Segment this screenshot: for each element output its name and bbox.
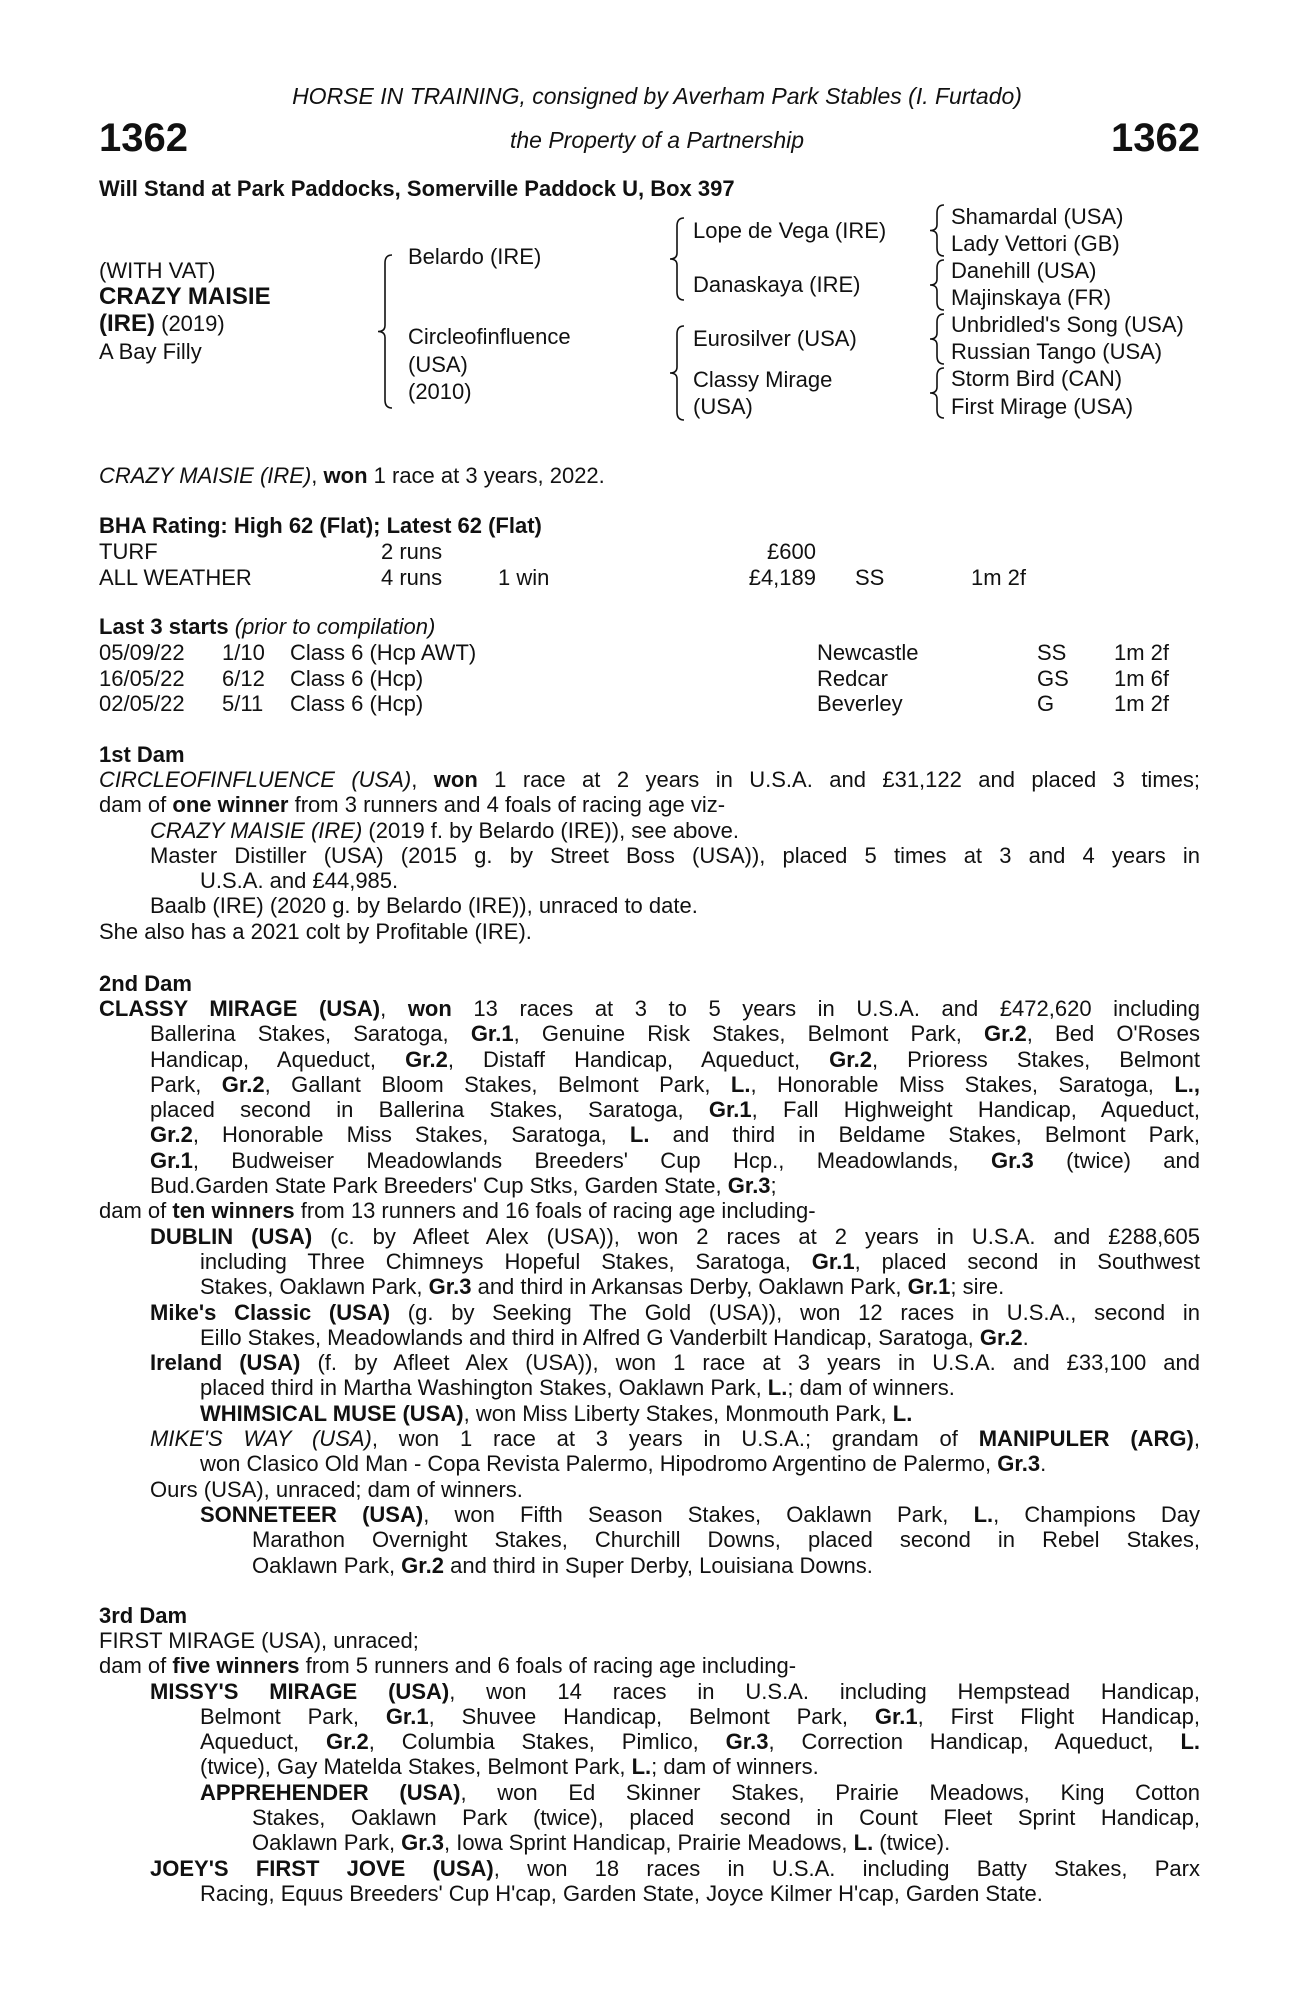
pedigree-dam-year: (2010) [408, 379, 472, 404]
text-run: , Bed O'Roses [1026, 1021, 1200, 1047]
summary-horse: CRAZY MAISIE (IRE) [99, 463, 312, 488]
text-run: and third in Super Derby, Louisiana Downs. [443, 1552, 873, 1578]
text-run: Gr.1 [470, 1021, 514, 1047]
text-run: from 3 runners and 4 foals of racing age viz- [288, 792, 726, 818]
pedigree-note-line [99, 1249, 1200, 1274]
text-run: , won Ed Skinner Stakes, Prairie Meadows, King Cotton [460, 1779, 1200, 1805]
pedigree-gen3-ancestor: Lady Vettori (GB) [951, 231, 1120, 256]
text-run: one winner [172, 792, 289, 818]
rating-going: SS [855, 564, 885, 590]
text-run: (twice), Gay Matelda Stakes, Belmont Park, [200, 1754, 632, 1780]
text-run: L. [892, 1400, 913, 1426]
horse-name: CRAZY MAISIE [99, 283, 271, 310]
text-run: Gr.2 [150, 1122, 193, 1148]
text-run: and third in Beldame Stakes, Belmont Park, [649, 1122, 1201, 1148]
text-run: , won 18 races in U.S.A. including Batty Stakes, Parx [493, 1855, 1200, 1881]
pedigree-note-line [99, 1653, 1200, 1678]
text-run: L. [767, 1375, 788, 1401]
dam-section-title: 3rd Dam [99, 1603, 188, 1628]
pedigree-note-line [99, 1502, 1200, 1527]
text-run: CIRCLEOFINFLUENCE (USA) [99, 767, 412, 792]
text-run: ; sire. [950, 1274, 1005, 1300]
start-going: SS [1037, 640, 1067, 665]
pedigree-note-line [99, 1224, 1200, 1249]
text-run: , Iowa Sprint Handicap, Prairie Meadows, [443, 1830, 854, 1856]
start-distance: 1m 2f [1114, 640, 1170, 665]
start-position: 5/11 [222, 691, 264, 716]
pedigree-gen3-ancestor: Unbridled's Song (USA) [951, 312, 1184, 337]
text-run: Gr.2 [405, 1046, 448, 1072]
text-run: , Shuvee Handicap, Belmont Park, [428, 1703, 875, 1729]
text-run: including Three Chimneys Hopeful Stakes, Saratoga, [200, 1248, 812, 1274]
brace-icon [930, 260, 944, 310]
pedigree-gen3-ancestor: Russian Tango (USA) [951, 339, 1163, 364]
pedigree-note-line [99, 767, 1200, 792]
text-run: ; dam of winners. [787, 1375, 955, 1401]
text-run: MANIPULER (ARG) [978, 1426, 1194, 1452]
dam-section-title: 1st Dam [99, 742, 185, 767]
text-run: , Distaff Handicap, Aqueduct, [447, 1046, 830, 1072]
text-run: Mike's Classic (USA) [150, 1299, 391, 1325]
text-run: , Columbia Stakes, Pimlico, [368, 1729, 726, 1755]
pedigree-note-line [99, 1274, 1200, 1299]
text-run: Gr.2 [983, 1021, 1027, 1047]
text-run: Gr.3 [997, 1451, 1041, 1477]
text-run: (c. by Afleet Alex (USA)), won 2 races at 2 years in U.S.A. and £288,605 [312, 1223, 1200, 1249]
text-run: Bud.Garden State Park Breeders' Cup Stks, Garden State, [150, 1173, 728, 1199]
text-run: and third in Arkansas Derby, Oaklawn Park, [471, 1274, 908, 1300]
pedigree-sire-dam: Danaskaya (IRE) [693, 272, 861, 297]
pedigree-note-line [99, 1553, 1200, 1578]
text-run: Gr.2 [829, 1046, 872, 1072]
start-class: Class 6 (Hcp) [290, 665, 424, 691]
text-run: Gr.2 [325, 1729, 369, 1755]
text-run: Gr.1 [385, 1703, 429, 1729]
race-summary [99, 465, 605, 487]
horse-year: (2019) [161, 311, 225, 336]
text-run: , won 14 races in U.S.A. including Hempstead Handicap, [449, 1678, 1200, 1704]
pedigree-dam-name: Circleofinfluence [408, 324, 571, 349]
consignment-line: HORSE IN TRAINING, consigned by Averham Park Stables (I. Furtado) [292, 83, 1022, 109]
pedigree-note-line [99, 1072, 1200, 1097]
text-run: Gr.1 [708, 1097, 752, 1123]
pedigree-note-line [99, 818, 1200, 843]
text-run: L. [730, 1071, 751, 1097]
text-run: Marathon Overnight Stakes, Churchill Downs, placed second in Rebel Stakes, [252, 1527, 1200, 1553]
lot-number-left: 1362 [99, 116, 188, 160]
text-run: JOEY'S FIRST JOVE (USA) [150, 1855, 494, 1881]
dam-section-title: 2nd Dam [99, 971, 192, 996]
pedigree-note-line [99, 1527, 1200, 1552]
pedigree-note-line [99, 1451, 1200, 1476]
text-run: L., [1174, 1071, 1200, 1097]
text-run: MIKE'S WAY (USA) [150, 1426, 372, 1452]
dam-section-2 [99, 971, 1200, 1578]
start-position: 1/10 [222, 640, 265, 665]
pedigree-note-line [99, 1122, 1200, 1147]
text-run: ten winners [172, 1198, 295, 1224]
text-run: Eillo Stakes, Meadowlands and third in Alfred G Vanderbilt Handicap, Saratoga, [200, 1324, 980, 1350]
pedigree-note-line [99, 792, 1200, 817]
start-position: 6/12 [222, 665, 265, 691]
rating-surface: ALL WEATHER [99, 564, 252, 590]
brace-icon [930, 368, 944, 418]
text-run: Gr.1 [874, 1703, 918, 1729]
pedigree-note-line [99, 1881, 1200, 1906]
vat-label: (WITH VAT) [99, 258, 216, 283]
text-run: five winners [172, 1653, 300, 1679]
text-run: Aqueduct, [200, 1729, 326, 1755]
text-run: , Genuine Risk Stakes, Belmont Park, [513, 1021, 984, 1047]
text-run: L. [629, 1122, 650, 1148]
pedigree-gen3-ancestor: First Mirage (USA) [951, 394, 1134, 419]
pedigree-note-line [99, 1350, 1200, 1375]
text-run: , won Miss Liberty Stakes, Monmouth Park, [463, 1400, 893, 1426]
text-run: Racing, Equus Breeders' Cup H'cap, Garden State, Joyce Kilmer H'cap, Garden State. [200, 1880, 1043, 1906]
pedigree-note-line [99, 1830, 1200, 1855]
pedigree-dam-sire: Eurosilver (USA) [693, 326, 857, 351]
rating-runs: 4 runs [381, 564, 443, 590]
text-run: , Fall Highweight Handicap, Aqueduct, [751, 1097, 1200, 1123]
text-run: DUBLIN (USA) [150, 1223, 313, 1249]
start-distance: 1m 6f [1114, 665, 1170, 691]
pedigree-note-line [99, 1148, 1200, 1173]
brace-icon [670, 326, 684, 420]
pedigree-dam-dam-origin: (USA) [693, 394, 753, 419]
text-run: Stakes, Oaklawn Park, [200, 1274, 429, 1300]
pedigree-note-line [99, 1628, 1200, 1653]
text-run: L. [631, 1754, 652, 1780]
rating-distance: 1m 2f [971, 564, 1027, 590]
last-starts-heading [99, 616, 435, 638]
start-course: Newcastle [817, 640, 919, 665]
text-run: Master Distiller (USA) (2015 g. by Street Boss (USA)), placed 5 times at 3 and 4 years in [150, 842, 1200, 868]
text-run: CLASSY MIRAGE (USA) [99, 996, 381, 1021]
rating-wins: 1 win [498, 564, 550, 590]
text-run: , Honorable Miss Stakes, Saratoga, [750, 1071, 1175, 1097]
text-run: Baalb (IRE) (2020 g. by Belardo (IRE)), unraced to date. [150, 893, 698, 919]
text-run: , Correction Handicap, Aqueduct, [768, 1729, 1181, 1755]
text-run: , Honorable Miss Stakes, Saratoga, [192, 1122, 630, 1148]
text-run: Gr.3 [990, 1147, 1034, 1173]
bha-rating-title: BHA Rating: High 62 (Flat); Latest 62 (Flat) [99, 513, 542, 538]
dam-section-1 [99, 742, 1200, 944]
text-run: Gr.1 [811, 1248, 855, 1274]
text-run: , Budweiser Meadowlands Breeders' Cup Hcp., Meadowlands, [192, 1147, 991, 1173]
pedigree-note-line [99, 1198, 1200, 1223]
start-class: Class 6 (Hcp AWT) [290, 640, 477, 665]
text-run: Gr.1 [907, 1274, 951, 1300]
pedigree-sire: Belardo (IRE) [408, 244, 542, 269]
pedigree-note-line [99, 1047, 1200, 1072]
start-distance: 1m 2f [1114, 691, 1170, 716]
text-run: , won Fifth Season Stakes, Oaklawn Park, [423, 1501, 974, 1527]
text-run: (g. by Seeking The Gold (USA)), won 12 races in U.S.A., second in [390, 1299, 1200, 1325]
horse-description: A Bay Filly [99, 339, 202, 364]
stand-location: Will Stand at Park Paddocks, Somerville Paddock U, Box 397 [99, 176, 735, 201]
text-run: won [407, 996, 452, 1021]
pedigree-sire-sire: Lope de Vega (IRE) [693, 218, 887, 243]
text-run: 13 races at 3 to 5 years in U.S.A. and £472,620 including [451, 996, 1200, 1021]
pedigree-note-line [99, 868, 1200, 893]
pedigree-note-line [99, 1805, 1200, 1830]
text-run: . [1040, 1451, 1047, 1477]
rating-prize: £600 [767, 539, 816, 564]
text-run: Ours (USA), unraced; dam of winners. [150, 1476, 523, 1502]
start-date: 05/09/22 [99, 640, 185, 665]
text-run: (2019 f. by Belardo (IRE)), see above. [362, 817, 739, 843]
text-run: She also has a 2021 colt by Profitable (IRE). [99, 918, 532, 944]
pedigree-dam-dam: Classy Mirage [693, 367, 833, 392]
text-run: L. [973, 1501, 994, 1527]
pedigree-note-line [99, 1754, 1200, 1779]
pedigree-note-line [99, 1021, 1200, 1046]
horse-origin: (IRE) [99, 310, 155, 337]
text-run: ; [770, 1173, 777, 1199]
brace-icon [670, 218, 684, 300]
brace-icon [930, 314, 944, 364]
pedigree-note-line [99, 1401, 1200, 1426]
text-run: Gr.2 [401, 1552, 444, 1578]
start-going: GS [1037, 665, 1069, 691]
text-run: Gr.3 [725, 1729, 769, 1755]
text-run: Gr.3 [727, 1173, 771, 1199]
summary-sep: , [311, 463, 324, 488]
text-run: U.S.A. and £44,985. [200, 868, 399, 894]
pedigree-gen3-ancestor: Storm Bird (CAN) [951, 366, 1123, 391]
text-run: dam of [99, 1198, 173, 1224]
pedigree-braces [0, 0, 1314, 500]
text-run: , Prioress Stakes, Belmont [871, 1046, 1201, 1072]
pedigree-note-line [99, 1325, 1200, 1350]
summary-won: won [323, 463, 368, 488]
pedigree-note-line [99, 1426, 1200, 1451]
text-run: dam of [99, 792, 173, 818]
text-run: from 5 runners and 6 foals of racing age including- [299, 1653, 797, 1679]
pedigree-note-line [99, 1097, 1200, 1122]
text-run: placed second in Ballerina Stakes, Saratoga, [150, 1097, 709, 1123]
pedigree-note-line [99, 843, 1200, 868]
start-going: G [1037, 691, 1055, 716]
dam-section-3 [99, 1603, 1200, 1906]
start-course: Beverley [817, 691, 903, 716]
text-run: Belmont Park, [200, 1703, 386, 1729]
text-run: from 13 runners and 16 foals of racing age including- [294, 1198, 816, 1224]
pedigree-note-line [99, 1704, 1200, 1729]
last-starts-note: (prior to compilation) [234, 614, 436, 639]
text-run: L. [853, 1830, 874, 1856]
text-run: 1 race at 2 years in U.S.A. and £31,122 and placed 3 times; [477, 767, 1200, 792]
brace-icon [378, 255, 392, 408]
text-run: won [433, 767, 478, 792]
text-run: Oaklawn Park, [252, 1830, 402, 1856]
text-run: Gr.2 [221, 1071, 265, 1097]
text-run: , won 1 race at 3 years in U.S.A.; grandam of [371, 1426, 979, 1452]
pedigree-note-line [99, 1375, 1200, 1400]
text-run: (twice). [873, 1830, 951, 1856]
pedigree-note-line [99, 1856, 1200, 1881]
text-run: placed third in Martha Washington Stakes, Oaklawn Park, [200, 1375, 768, 1401]
text-run: APPREHENDER (USA) [200, 1779, 461, 1805]
pedigree-note-line [99, 1780, 1200, 1805]
text-run: Gr.3 [428, 1274, 472, 1300]
text-run: (twice) and [1033, 1147, 1200, 1173]
text-run: Gr.2 [979, 1324, 1023, 1350]
rating-surface: TURF [99, 539, 158, 564]
text-run: Stakes, Oaklawn Park (twice), placed second in Count Fleet Sprint Handicap, [252, 1805, 1200, 1831]
text-run: ; dam of winners. [651, 1754, 819, 1780]
text-run: , Champions Day [993, 1501, 1200, 1527]
text-run: , [380, 996, 408, 1021]
summary-rest: 1 race at 3 years, 2022. [367, 463, 605, 488]
lot-number-right: 1362 [1111, 116, 1200, 160]
pedigree-dam-origin: (USA) [408, 352, 468, 377]
text-run: won Clasico Old Man - Copa Revista Palermo, Hipodromo Argentino de Palermo, [200, 1451, 998, 1477]
text-run: . [1022, 1324, 1029, 1350]
text-run: , First Flight Handicap, [917, 1703, 1201, 1729]
rating-runs: 2 runs [381, 539, 443, 564]
pedigree-note-line [99, 1477, 1200, 1502]
pedigree-note-line [99, 919, 1200, 944]
text-run: , [411, 767, 434, 792]
start-date: 02/05/22 [99, 691, 185, 716]
last-starts-title: Last 3 starts [99, 614, 229, 639]
pedigree-note-line [99, 893, 1200, 918]
start-class: Class 6 (Hcp) [290, 691, 424, 716]
text-run: CRAZY MAISIE (IRE) [150, 817, 363, 843]
start-course: Redcar [817, 665, 888, 691]
pedigree-gen3-ancestor: Shamardal (USA) [951, 204, 1124, 229]
text-run: WHIMSICAL MUSE (USA) [200, 1400, 464, 1426]
rating-prize: £4,189 [748, 564, 816, 590]
text-run: dam of [99, 1653, 173, 1679]
text-run: SONNETEER (USA) [200, 1501, 424, 1527]
text-run: L. [1180, 1729, 1201, 1755]
text-run: Gr.1 [150, 1147, 193, 1173]
text-run: Ballerina Stakes, Saratoga, [150, 1021, 471, 1047]
text-run: Handicap, Aqueduct, [150, 1046, 406, 1072]
pedigree-gen3-ancestor: Majinskaya (FR) [951, 285, 1112, 310]
text-run: , placed second in Southwest [854, 1248, 1200, 1274]
text-run: , Gallant Bloom Stakes, Belmont Park, [264, 1071, 731, 1097]
property-line: the Property of a Partnership [509, 127, 805, 153]
text-run: , [1193, 1426, 1200, 1452]
text-run: (f. by Afleet Alex (USA)), won 1 race at 3 years in U.S.A. and £33,100 and [300, 1350, 1201, 1376]
text-run: MISSY'S MIRAGE (USA) [150, 1678, 450, 1704]
text-run: Ireland (USA) [150, 1350, 301, 1376]
pedigree-note-line [99, 1300, 1200, 1325]
pedigree-note-line [99, 1729, 1200, 1754]
text-run: Park, [150, 1071, 222, 1097]
pedigree-note-line [99, 996, 1200, 1021]
text-run: Gr.3 [401, 1830, 444, 1856]
text-run: Oaklawn Park, [252, 1552, 402, 1578]
pedigree-note-line [99, 1173, 1200, 1198]
text-run: FIRST MIRAGE (USA), unraced; [99, 1628, 419, 1653]
pedigree-note-line [99, 1679, 1200, 1704]
pedigree-gen3-ancestor: Danehill (USA) [951, 258, 1097, 283]
start-date: 16/05/22 [99, 665, 185, 691]
brace-icon [930, 205, 944, 256]
